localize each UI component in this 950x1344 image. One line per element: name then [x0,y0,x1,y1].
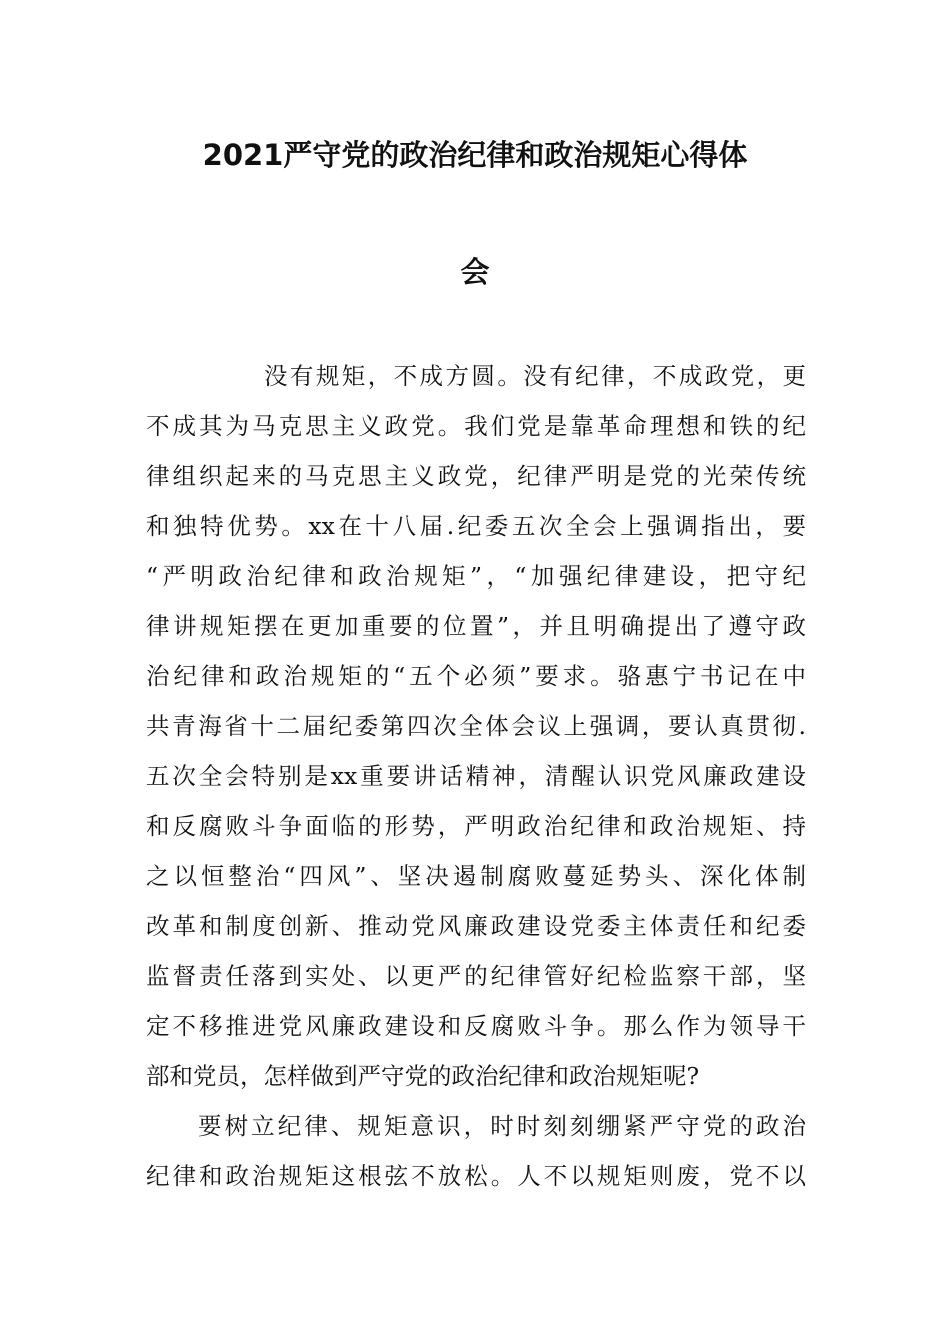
paragraph-1-line-15: 部和党员，怎样做到严守党的政治纪律和政治规矩呢? [146,1062,700,1090]
paragraph-1-line-5: “严明政治纪律和政治规矩”，“加强纪律建设，把守纪 [146,562,806,590]
paragraph-1-line-14: 定不移推进党风廉政建设和反腐败斗争。那么作为领导干 [146,1012,806,1040]
document-title-line-1: 2021严守党的政治纪律和政治规矩心得体 [202,138,748,172]
paragraph-2-line-1: 要树立纪律、规矩意识，时时刻刻绷紧严守党的政治 [198,1112,806,1140]
paragraph-1-line-10: 和反腐败斗争面临的形势，严明政治纪律和政治规矩、持 [146,812,806,840]
paragraph-2-line-2: 纪律和政治规矩这根弦不放松。人不以规矩则废，党不以 [146,1162,806,1190]
paragraph-1-line-11: 之以恒整治“四风”、坚决遏制腐败蔓延势头、深化体制 [146,862,806,890]
paragraph-1-line-12: 改革和制度创新、推动党风廉政建设党委主体责任和纪委 [146,912,806,940]
paragraph-1-line-6: 律讲规矩摆在更加重要的位置”，并且明确提出了遵守政 [146,612,806,640]
paragraph-1-line-3: 律组织起来的马克思主义政党，纪律严明是党的光荣传统 [146,462,806,490]
paragraph-1-line-2: 不成其为马克思主义政党。我们党是靠革命理想和铁的纪 [146,412,806,440]
paragraph-1-line-1: 没有规矩，不成方圆。没有纪律，不成政党，更 [264,362,806,390]
paragraph-1-line-13: 监督责任落到实处、以更严的纪律管好纪检监察干部，坚 [146,962,806,990]
document-title-line-2: 会 [460,255,490,289]
paragraph-1-line-8: 共青海省十二届纪委第四次全体会议上强调，要认真贯彻. [146,712,806,740]
paragraph-1-line-7: 治纪律和政治规矩的“五个必须”要求。骆惠宁书记在中 [146,662,806,690]
paragraph-1-line-9: 五次全会特别是xx重要讲话精神，清醒认识党风廉政建设 [146,762,806,790]
paragraph-1-line-4: 和独特优势。xx在十八届.纪委五次全会上强调指出，要 [146,512,806,540]
